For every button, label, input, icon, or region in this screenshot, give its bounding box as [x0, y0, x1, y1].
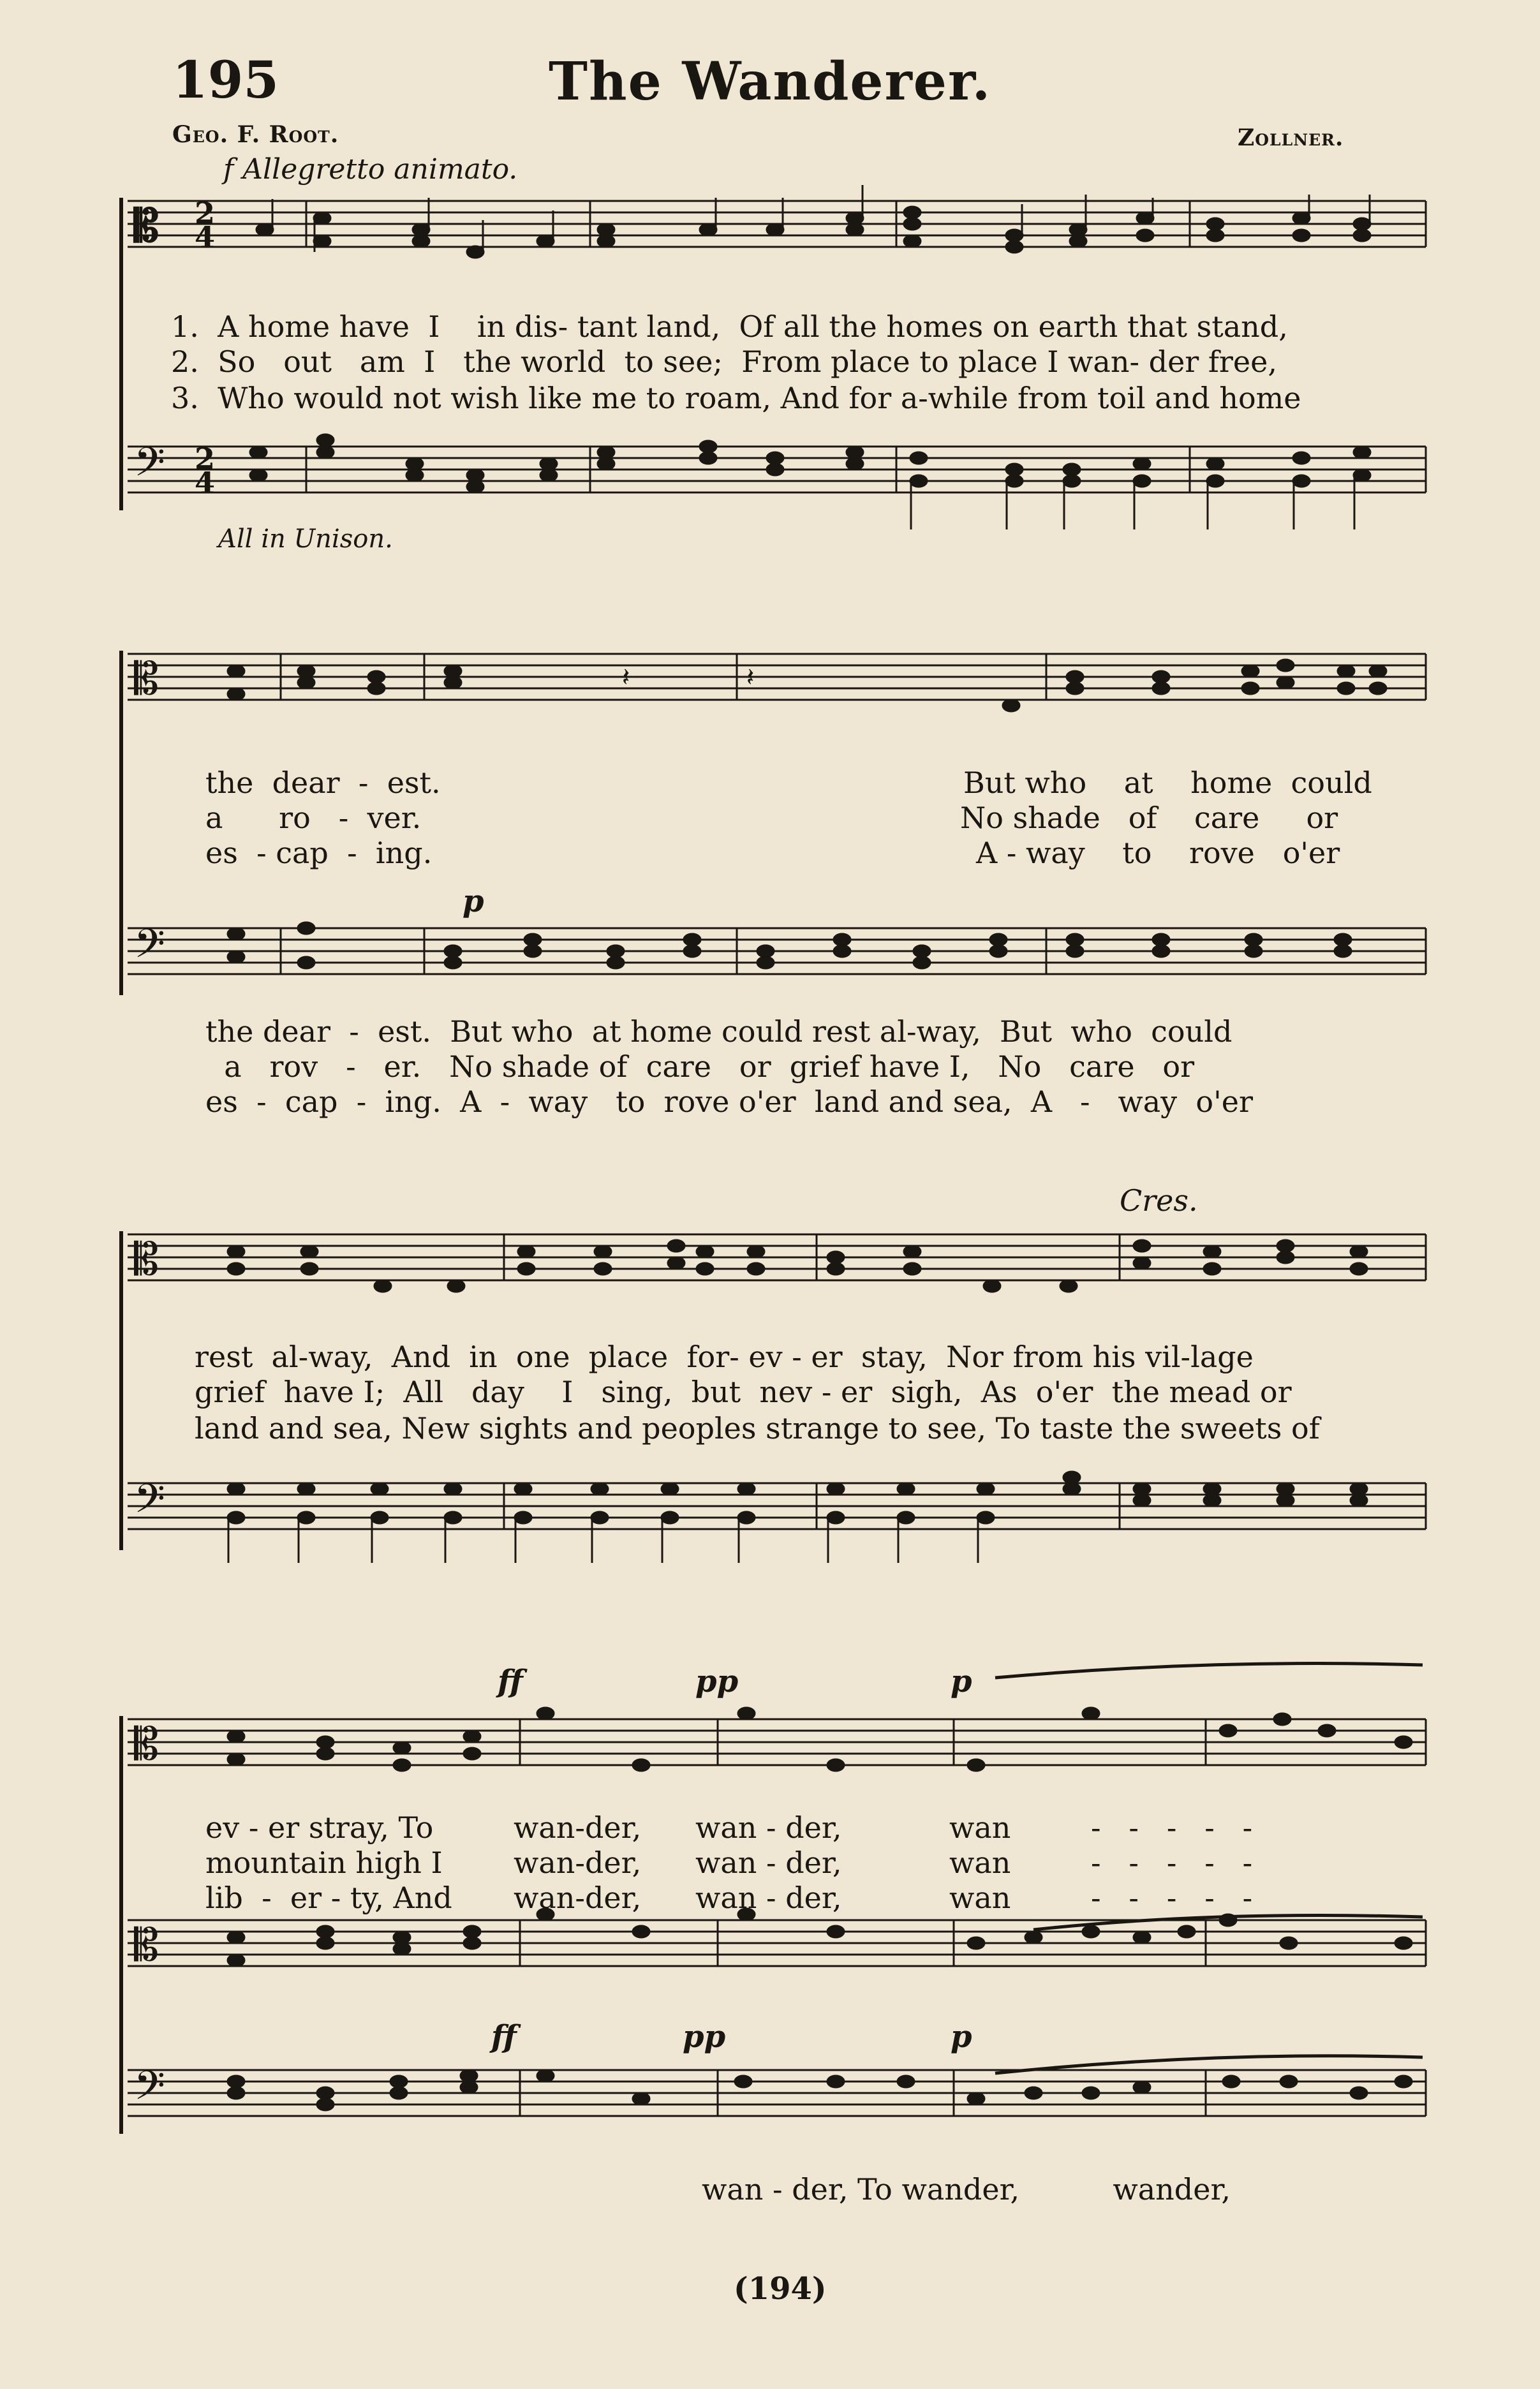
- svg-text:𝄢: 𝄢: [134, 920, 165, 977]
- s4-v3-a: lib - er - ty, And: [205, 1881, 452, 1915]
- unison-direction: All in Unison.: [218, 524, 393, 554]
- dynamic-pp-bass: pp: [683, 2019, 726, 2055]
- s4-v1-a: ev - er stray, To: [205, 1810, 434, 1845]
- s4-v2-d: wan: [949, 1845, 1011, 1880]
- svg-text:2: 2: [195, 196, 216, 230]
- svg-text:𝄢: 𝄢: [134, 1475, 165, 1532]
- s4-v3-b: wan-der,: [514, 1881, 642, 1915]
- page-number: (194): [734, 2271, 827, 2307]
- s2-upper-right-3: A - way to rove o'er: [976, 836, 1340, 870]
- verse-line-2: 2. So out am I the world to see; From place to place I wan- der free,: [171, 344, 1277, 379]
- dynamic-ff-bass: ff: [491, 2019, 517, 2055]
- s2-upper-right-2: No shade of care or: [960, 801, 1338, 835]
- s2-lower-3: es - cap - ing. A - way to rove o'er land and sea, A - way o'er: [205, 1084, 1253, 1119]
- svg-text:4: 4: [195, 466, 216, 500]
- s4-v1-d: wan: [949, 1810, 1011, 1845]
- dynamic-ff-treble: ff: [498, 1664, 523, 1699]
- s3-verse-3: land and sea, New sights and peoples strange to see, To taste the sweets of: [195, 1411, 1320, 1446]
- s2-upper-right-1: But who at home could: [963, 766, 1372, 800]
- s3-verse-1: rest al-way, And in one place for- ev - er stay, Nor from his vil-lage: [195, 1340, 1254, 1374]
- svg-text:𝄡: 𝄡: [134, 1919, 159, 1971]
- s2-upper-left-1: the dear - est.: [205, 766, 441, 800]
- dynamic-p: p: [463, 884, 484, 919]
- svg-text:𝄡: 𝄡: [134, 653, 159, 705]
- svg-text:𝄡: 𝄡: [134, 199, 159, 252]
- svg-text:4: 4: [195, 220, 216, 255]
- s4-v2-a: mountain high I: [205, 1845, 443, 1880]
- svg-text:𝄡: 𝄡: [134, 1718, 159, 1770]
- s3-verse-2: grief have I; All day I sing, but nev - er sigh, As o'er the mead or: [195, 1375, 1292, 1409]
- s2-lower-2: a rov - er. No shade of care or grief have I, No care or: [205, 1049, 1195, 1084]
- bass-lyric-line: wan - der, To wander, wander,: [702, 2172, 1231, 2207]
- s4-v2-b: wan-der,: [514, 1845, 642, 1880]
- s4-v1-e: - - - - -: [1091, 1810, 1253, 1845]
- s4-v3-c: wan - der,: [695, 1881, 842, 1915]
- s2-upper-left-3: es - cap - ing.: [205, 836, 433, 870]
- s4-v2-c: wan - der,: [695, 1845, 842, 1880]
- svg-text:𝄢: 𝄢: [134, 2062, 165, 2119]
- dynamic-pp-treble: pp: [695, 1664, 739, 1699]
- s4-v2-e: - - - - -: [1091, 1845, 1253, 1880]
- composer: Zollner.: [1238, 124, 1344, 151]
- svg-text:𝄡: 𝄡: [134, 1233, 159, 1285]
- s2-upper-left-2: a ro - ver.: [205, 801, 422, 835]
- s4-v3-e: - - - - -: [1091, 1881, 1253, 1915]
- verse-line-3: 3. Who would not wish like me to roam, And for a-while from toil and home: [171, 381, 1301, 415]
- svg-text:𝄽: 𝄽: [622, 663, 630, 692]
- s2-lower-1: the dear - est. But who at home could rest al-way, But who could: [205, 1014, 1233, 1049]
- s4-v1-c: wan - der,: [695, 1810, 842, 1845]
- svg-text:𝄽: 𝄽: [746, 663, 755, 692]
- hymn-title: The Wanderer.: [549, 51, 992, 112]
- dynamic-p-treble: p: [951, 1664, 972, 1699]
- hymn-number: 195: [172, 50, 279, 110]
- crescendo-marking: Cres.: [1120, 1183, 1198, 1218]
- verse-line-1: 1. A home have I in dis- tant land, Of all the homes on earth that stand,: [171, 309, 1288, 344]
- svg-text:2: 2: [195, 441, 216, 476]
- tempo-marking: f Allegretto animato.: [223, 153, 518, 186]
- lyricist: Geo. F. Root.: [172, 121, 339, 148]
- s4-v3-d: wan: [949, 1881, 1011, 1915]
- s4-v1-b: wan-der,: [514, 1810, 642, 1845]
- svg-text:𝄢: 𝄢: [134, 438, 165, 495]
- dynamic-p-bass: p: [951, 2019, 972, 2055]
